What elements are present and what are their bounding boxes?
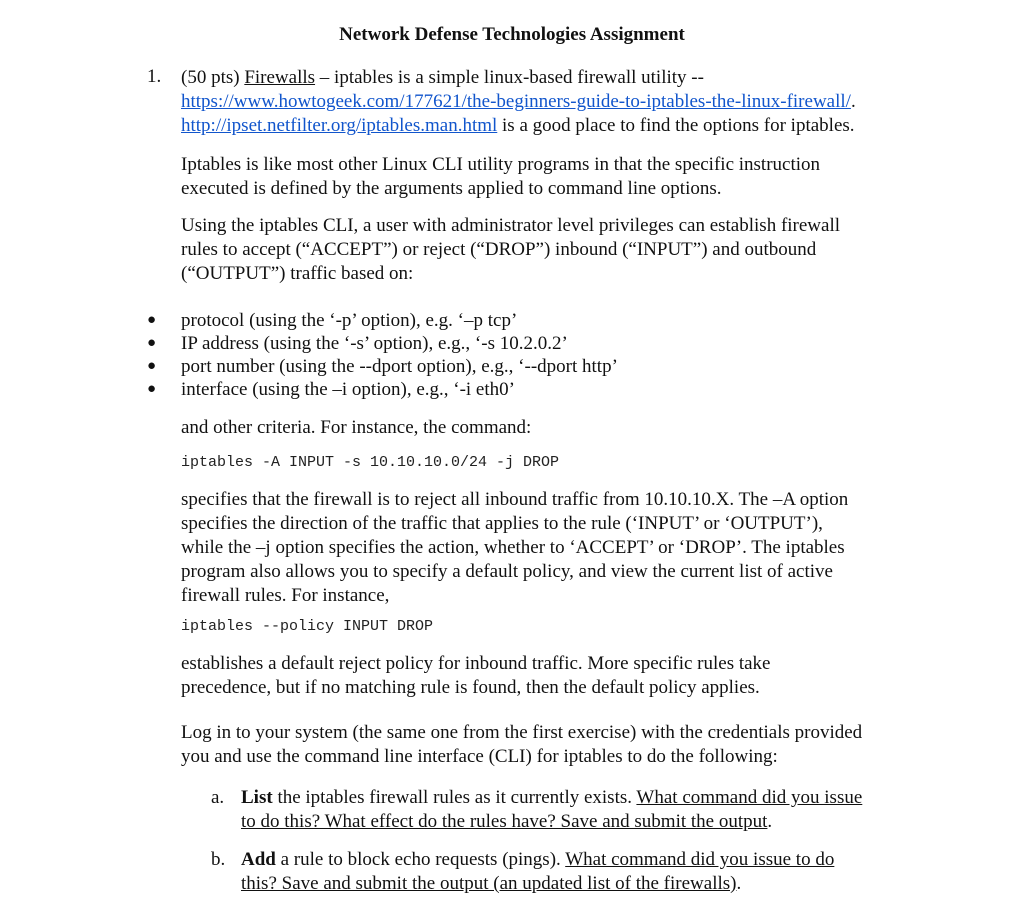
- link2-after-text: is a good place to find the options for iptables.: [502, 115, 855, 136]
- subquestion-question: to do this? What effect do the rules have? Save and submit the output: [241, 811, 768, 832]
- subquestion-question: What command did you issue: [636, 787, 863, 808]
- list-item: [147, 309, 618, 332]
- subquestion-a: [211, 786, 911, 834]
- paragraph-line: rules to accept (“ACCEPT”) or reject (“DROP”) inbound (“INPUT”) and outbound: [181, 239, 817, 260]
- paragraph-2: [181, 214, 941, 286]
- question-intro: [181, 66, 941, 138]
- subquestion-text: the iptables firewall rules as it currently exists.: [277, 787, 632, 808]
- points: (50 pts): [181, 67, 240, 88]
- paragraph-line: Using the iptables CLI, a user with administrator level privileges can establish firewall: [181, 215, 841, 236]
- paragraph-line: precedence, but if no matching rule is found, then the default policy applies.: [181, 677, 760, 698]
- bullet-icon: ●: [147, 381, 157, 397]
- bullet-icon: ●: [147, 358, 157, 374]
- paragraph-5: [181, 652, 941, 700]
- intro-text: – iptables is a simple linux-based firewall utility --: [319, 67, 704, 88]
- question-number: 1.: [147, 66, 162, 87]
- paragraph-3: and other criteria. For instance, the command:: [181, 417, 532, 438]
- page-title: Network Defense Technologies Assignment: [339, 24, 685, 45]
- paragraph-line: specifies the direction of the traffic that applies to the rule (‘INPUT’ or ‘OUTPUT’),: [181, 513, 823, 534]
- paragraph-line: specifies that the firewall is to reject all inbound traffic from 10.10.10.X. The –A option: [181, 489, 849, 510]
- list-item: [147, 332, 618, 355]
- paragraph-line: while the –j option specifies the action, whether to ‘ACCEPT’ or ‘DROP’. The iptables: [181, 537, 845, 558]
- topic: Firewalls: [244, 67, 316, 88]
- subquestion-label: b.: [211, 849, 226, 870]
- subquestion-question: What command did you issue to do: [565, 849, 835, 870]
- paragraph-line: (“OUTPUT”) traffic based on:: [181, 263, 414, 284]
- subquestion-keyword: List: [241, 787, 273, 808]
- link1-period: .: [850, 91, 856, 112]
- paragraph-line: firewall rules. For instance,: [181, 585, 390, 606]
- iptables-man-link[interactable]: http://ipset.netfilter.org/iptables.man.html: [181, 115, 498, 136]
- subquestion-text: a rule to block echo requests (pings).: [280, 849, 561, 870]
- list-item-text: IP address (using the ‘-s’ option), e.g., ‘-s 10.2.0.2’: [181, 333, 568, 354]
- code-example-2: iptables --policy INPUT DROP: [181, 618, 434, 635]
- paragraph-line: program also allows you to specify a default policy, and view the current list of active: [181, 561, 833, 582]
- subquestion-b: [211, 848, 911, 896]
- subquestion-end: .: [736, 873, 742, 894]
- code-example-1: iptables -A INPUT -s 10.10.10.0/24 -j DROP: [181, 454, 560, 471]
- paragraph-line: executed is defined by the arguments applied to command line options.: [181, 178, 722, 199]
- paragraph-4: [181, 488, 941, 608]
- paragraph-line: Iptables is like most other Linux CLI utility programs in that the specific instruction: [181, 154, 821, 175]
- paragraph-line: establishes a default reject policy for inbound traffic. More specific rules take: [181, 653, 771, 674]
- list-item-text: interface (using the –i option), e.g., ‘-i eth0’: [181, 379, 515, 400]
- paragraph-6: [181, 721, 941, 769]
- criteria-list: [147, 309, 618, 401]
- bullet-icon: ●: [147, 312, 157, 328]
- subquestion-question: this? Save and submit the output (an updated list of the firewalls): [241, 873, 737, 894]
- subquestion-keyword: Add: [241, 849, 276, 870]
- howtogeek-link[interactable]: https://www.howtogeek.com/177621/the-beginners-guide-to-iptables-the-linux-firewall/: [181, 91, 851, 112]
- paragraph-line: Log in to your system (the same one from the first exercise) with the credentials provided: [181, 722, 863, 743]
- list-item: [147, 378, 618, 401]
- paragraph-1: [181, 153, 941, 201]
- bullet-icon: ●: [147, 335, 157, 351]
- subquestion-end: .: [767, 811, 773, 832]
- list-item-text: protocol (using the ‘-p’ option), e.g. ‘–p tcp’: [181, 310, 518, 331]
- list-item-text: port number (using the --dport option), e.g., ‘--dport http’: [181, 356, 618, 377]
- subquestion-label: a.: [211, 787, 225, 808]
- list-item: [147, 355, 618, 378]
- paragraph-line: you and use the command line interface (CLI) for iptables to do the following:: [181, 746, 778, 767]
